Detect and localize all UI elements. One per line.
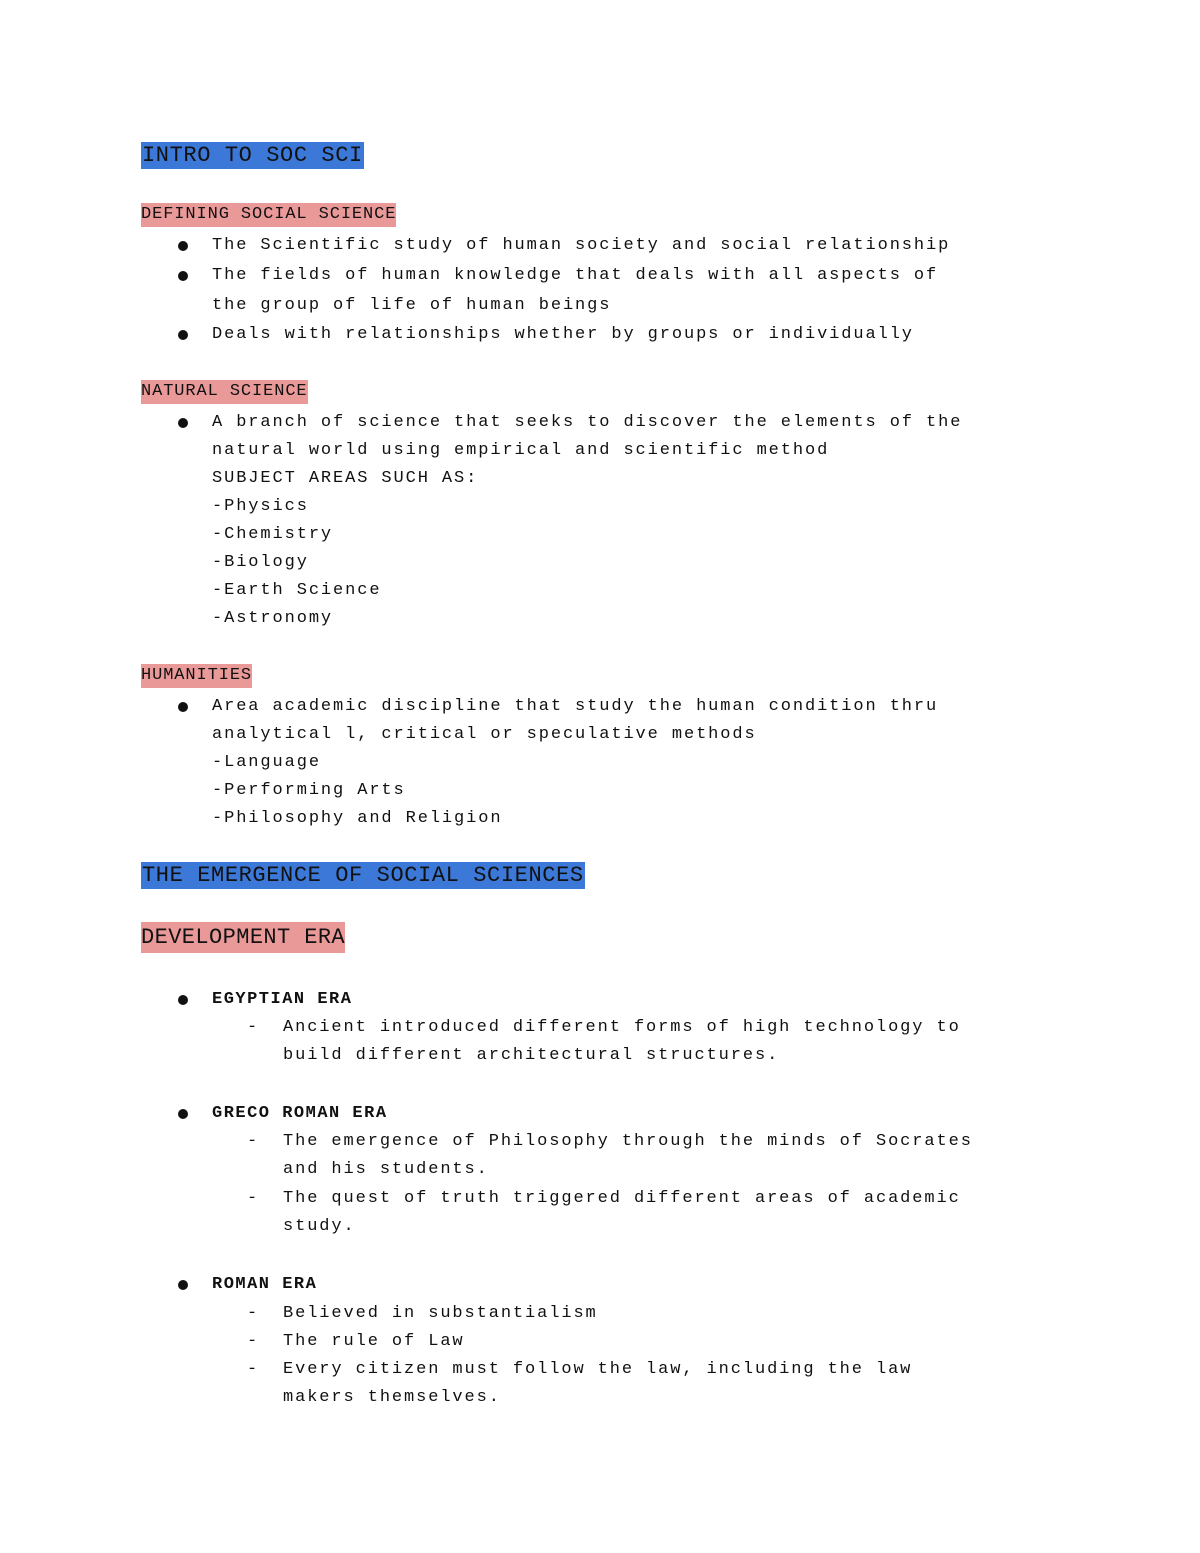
era-point: Ancient introduced different forms of high technology to [283, 1018, 961, 1037]
dash-marker: - [247, 1132, 258, 1151]
era-point: The rule of Law [283, 1332, 465, 1351]
dash-marker: - [247, 1189, 258, 1208]
bullet-icon [178, 241, 188, 251]
subject-item: -Earth Science [212, 581, 382, 600]
list-item-continuation: natural world using empirical and scientific method [212, 441, 830, 460]
subject-item: -Biology [212, 553, 309, 572]
dash-marker: - [247, 1332, 258, 1351]
era-point: The quest of truth triggered different areas of academic [283, 1189, 961, 1208]
bullet-icon [178, 418, 188, 428]
era-point-continuation: build different architectural structures. [283, 1046, 780, 1065]
era-point-continuation: makers themselves. [283, 1388, 501, 1407]
dash-marker: - [247, 1018, 258, 1037]
bullet-icon [178, 271, 188, 281]
subject-areas-label: SUBJECT AREAS SUCH AS: [212, 469, 479, 488]
subject-item: -Chemistry [212, 525, 334, 544]
bullet-icon [178, 1109, 188, 1119]
bullet-icon [178, 1280, 188, 1290]
era-point: The emergence of Philosophy through the minds of Socrates [283, 1132, 973, 1151]
era-label-roman: ROMAN ERA [212, 1275, 318, 1294]
dash-marker: - [247, 1304, 258, 1323]
era-point-continuation: and his students. [283, 1160, 489, 1179]
bullet-icon [178, 330, 188, 340]
era-label-greco-roman: GRECO ROMAN ERA [212, 1104, 388, 1123]
section-heading-development-era: DEVELOPMENT ERA [141, 922, 345, 953]
era-point-continuation: study. [283, 1217, 356, 1236]
list-item-continuation: the group of life of human beings [212, 296, 612, 315]
section-title-emergence-text: THE EMERGENCE OF SOCIAL SCIENCES [142, 863, 584, 888]
list-item-continuation: analytical l, critical or speculative methods [212, 725, 757, 744]
section-heading-defining: DEFINING SOCIAL SCIENCE [141, 203, 396, 227]
era-point: Every citizen must follow the law, including the law [283, 1360, 913, 1379]
document-title [141, 140, 364, 171]
list-item: A branch of science that seeks to discover the elements of the [212, 413, 963, 432]
dash-marker: - [247, 1360, 258, 1379]
list-item: Deals with relationships whether by groups or individually [212, 325, 914, 344]
era-point: Believed in substantialism [283, 1304, 598, 1323]
era-label-egyptian: EGYPTIAN ERA [212, 990, 353, 1009]
subject-item: -Astronomy [212, 609, 334, 628]
bullet-icon [178, 702, 188, 712]
section-heading-natural: NATURAL SCIENCE [141, 380, 308, 404]
list-item: The Scientific study of human society and social relationship [212, 236, 951, 255]
list-item: The fields of human knowledge that deals with all aspects of [212, 266, 939, 285]
bullet-icon [178, 995, 188, 1005]
subject-item: -Philosophy and Religion [212, 809, 503, 828]
section-heading-humanities: HUMANITIES [141, 664, 252, 688]
subject-item: -Language [212, 753, 321, 772]
document-title-text: INTRO TO SOC SCI [142, 143, 363, 168]
subject-item: -Physics [212, 497, 309, 516]
subject-item: -Performing Arts [212, 781, 406, 800]
list-item: Area academic discipline that study the human condition thru [212, 697, 939, 716]
section-title-emergence [141, 860, 585, 891]
